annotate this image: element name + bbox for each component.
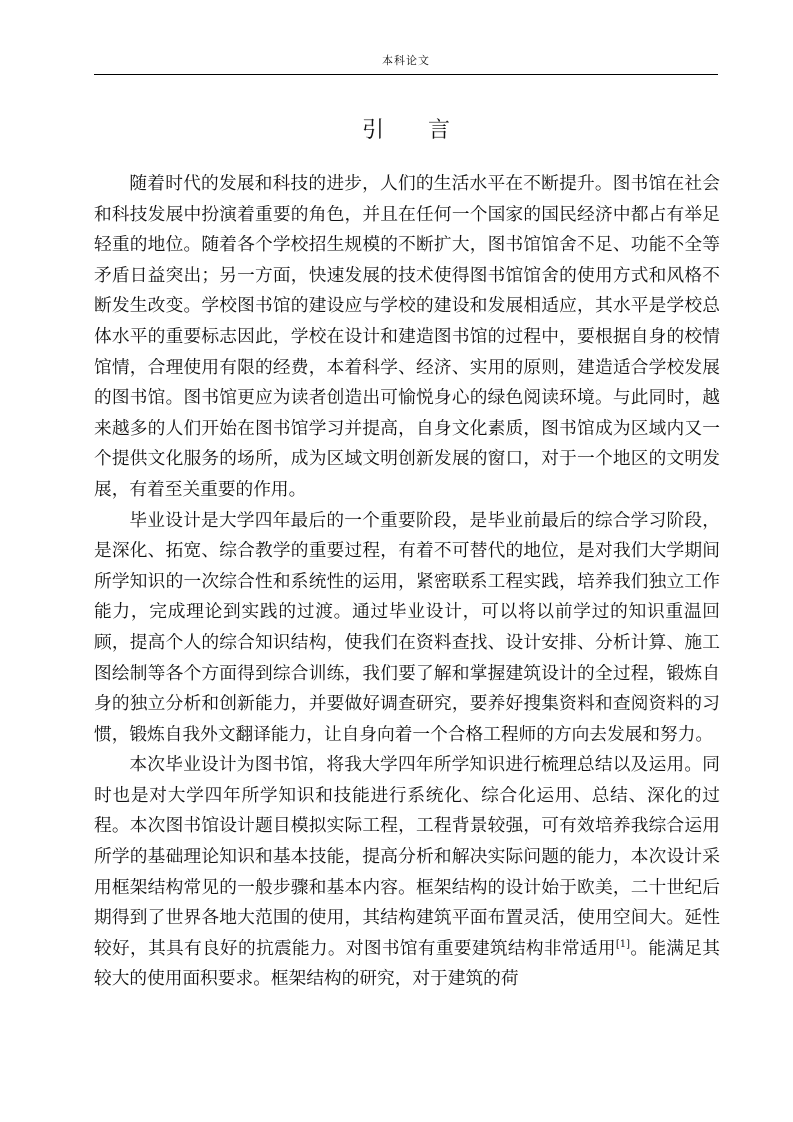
citation-marker[interactable]: [1] <box>615 938 631 950</box>
header-rule <box>94 74 718 75</box>
paragraph-1: 随着时代的发展和科技的进步，人们的生活水平在不断提升。图书馆在社会和科技发展中扮演着重要的角色，并且在任何一个国家的国民经济中都占有举足轻重的地位。随着各个学校招生规模的不断扩大，图书馆馆舍不足、功能不全等矛盾日益突出；另一方面，快速发展的技术使得图书馆馆舍的使用方式和风格不断发生改变。学校图书馆的建设应与学校的建设和发展相适应，其水平是学校总体水平的重要标志因此，学校在设计和建造图书馆的过程中，要根据自身的校情馆情，合理使用有限的经费，本着科学、经济、实用的原则，建造适合学校发展的图书馆。图书馆更应为读者创造出可愉悦身心的绿色阅读环境。与此同时，越来越多的人们开始在图书馆学习并提高，自身文化素质，图书馆成为区域内又一个提供文化服务的场所，成为区域文明创新发展的窗口，对于一个地区的文明发展，有着至关重要的作用。 <box>94 174 720 500</box>
paragraph-3-text-start: 本次毕业设计为图书馆，将我大学四年所学知识进行梳理总结以及运用。同时也是对大学四年所学知识和技能进行系统化、综合化运用、总结、深化的过程。本次图书馆设计题目模拟实际工程，工程背景较强，可有效培养我综合运用所学的基础理论知识和基本技能，提高分析和解决实际问题的能力，本次设计采用框架结构常见的一般步骤和基本内容。框架结构的设计始于欧美，二十世纪后期得到了世界各地大范围的使用，其结构建筑平面布置灵活，使用空间大。延性较好，其具有良好的抗震能力。对图书馆有重要建筑结构非常适用 <box>94 755 720 959</box>
section-title-first-char: 引 <box>361 118 384 143</box>
body-text <box>94 169 720 995</box>
running-header: 本科论文 <box>382 54 430 67</box>
section-title-second-char: 言 <box>428 118 451 143</box>
paragraph-2: 毕业设计是大学四年最后的一个重要阶段，是毕业前最后的综合学习阶段，是深化、拓宽、综合教学的重要过程，有着不可替代的地位，是对我们大学期间所学知识的一次综合性和系统性的运用，紧密联系工程实践，培养我们独立工作能力，完成理论到实践的过渡。通过毕业设计，可以将以前学过的知识重温回顾，提高个人的综合知识结构，使我们在资料查找、设计安排、分析计算、施工图绘制等各个方面得到综合训练，我们要了解和掌握建筑设计的全过程，锻炼自身的独立分析和创新能力，并要做好调查研究，要养好搜集资料和查阅资料的习惯，锻炼自我外文翻译能力，让自身向着一个合格工程师的方向去发展和努力。 <box>94 510 720 745</box>
section-title <box>94 116 718 146</box>
paragraph-3 <box>94 750 720 995</box>
paragraph-3-text-end: 。能满足其较大的使用面积要求。框架结构的研究，对于建筑的荷 <box>94 938 720 990</box>
